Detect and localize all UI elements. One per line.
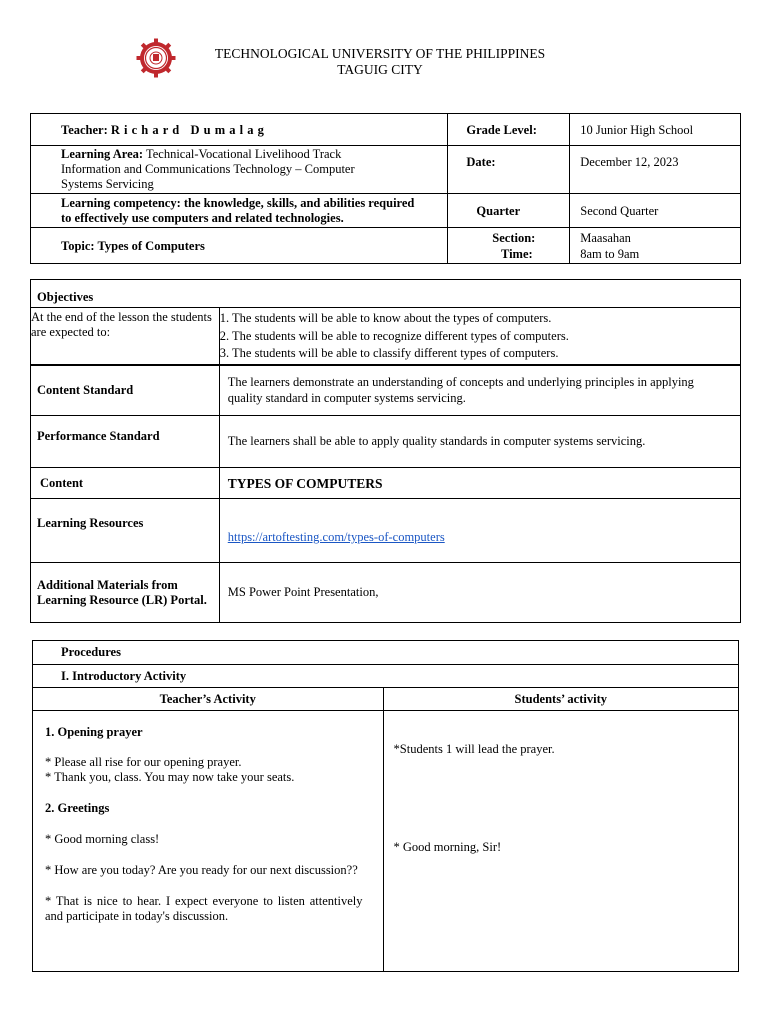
content-value: TYPES OF COMPUTERS	[219, 468, 740, 499]
procedures-body-row	[33, 711, 739, 972]
greet-line3: * That is nice to hear. I expect everyone to listen attentively and participate in today's discussion.	[45, 894, 363, 923]
university-city: TAGUIG CITY	[337, 62, 423, 77]
date-value: December 12, 2023	[570, 146, 741, 194]
area-label: Learning Area:	[61, 147, 144, 161]
time-label: Time:	[500, 246, 533, 261]
procedures-title-row	[33, 641, 739, 665]
greetings-heading: 2. Greetings	[45, 801, 110, 815]
objective-item: 2. The students will be able to recognize different types of computers.	[219, 328, 569, 343]
procedures-section-row	[33, 665, 739, 688]
grade-value: 10 Junior High School	[570, 114, 741, 146]
topic-cell: Topic: Types of Computers	[31, 228, 448, 264]
objective-item: 3. The students will be able to classify different types of computers.	[219, 346, 559, 360]
performance-standard-value: The learners shall be able to apply quality standards in computer systems servicing.	[219, 416, 740, 468]
section-value: Maasahan	[580, 230, 631, 245]
teacher-activity-cell	[33, 711, 384, 972]
resources-label: Learning Resources	[31, 499, 220, 563]
content-standard-row	[31, 365, 741, 416]
resources-row	[31, 499, 741, 563]
additional-value: MS Power Point Presentation,	[219, 563, 740, 623]
greet-line2: * How are you today? Are you ready for our next discussion??	[45, 863, 358, 877]
objectives-table	[30, 279, 741, 623]
teacher-label: Teacher:	[61, 122, 108, 137]
quarter-value: Second Quarter	[570, 194, 741, 228]
student-prayer: *Students 1 will lead the prayer.	[393, 742, 555, 756]
area-line1: Technical-Vocational Livelihood Track	[145, 147, 342, 161]
procedures-header-row	[33, 688, 739, 711]
additional-label: Additional Materials from Learning Resource (LR) Portal.	[31, 563, 220, 623]
resources-link[interactable]: https://artoftesting.com/types-of-computers	[227, 530, 445, 544]
area-cell	[31, 146, 448, 194]
university-name: TECHNOLOGICAL UNIVERSITY OF THE PHILIPPINES	[214, 46, 546, 61]
teacher-cell	[31, 114, 448, 146]
objectives-list	[219, 308, 740, 365]
section-time-label-cell	[448, 228, 570, 264]
content-standard-label: Content Standard	[31, 365, 220, 416]
teacher-activity-header: Teacher’s Activity	[33, 688, 384, 711]
area-line3: Systems Servicing	[61, 177, 154, 191]
quarter-label: Quarter	[448, 194, 570, 228]
content-label: Content	[31, 468, 220, 499]
grade-label: Grade Level:	[448, 114, 570, 146]
time-value: 8am to 9am	[580, 246, 640, 261]
competency-line1: Learning competency: the knowledge, skills, and abilities required	[61, 195, 415, 210]
prayer-line2: * Thank you, class. You may now take your seats.	[45, 770, 295, 784]
lesson-info-table	[30, 113, 741, 264]
procedures-table	[32, 640, 739, 972]
students-activity-header: Students’ activity	[383, 688, 738, 711]
document-header	[0, 38, 768, 88]
procedures-section: I. Introductory Activity	[33, 665, 739, 688]
additional-row	[31, 563, 741, 623]
teacher-row	[31, 114, 741, 146]
objectives-intro: At the end of the lesson the students are expected to:	[31, 308, 220, 365]
student-greet: * Good morning, Sir!	[393, 840, 502, 854]
content-standard-value: The learners demonstrate an understanding of concepts and underlying principles in applying quality standard in computer systems servicing.	[219, 365, 740, 416]
area-row	[31, 146, 741, 194]
prayer-heading: 1. Opening prayer	[45, 725, 143, 739]
performance-standard-label: Performance Standard	[31, 416, 220, 468]
prayer-line1: * Please all rise for our opening prayer.	[45, 755, 242, 769]
competency-line2: to effectively use computers and related technologies.	[61, 210, 344, 225]
objectives-title-row	[31, 280, 741, 308]
objective-item: 1. The students will be able to know about the types of computers.	[219, 311, 552, 325]
teacher-name: R i c h a r d D u m a l a g	[110, 122, 265, 137]
area-line2: Information and Communications Technology – Computer	[61, 162, 355, 176]
competency-row	[31, 194, 741, 228]
resources-cell	[219, 499, 740, 563]
students-activity-cell	[383, 711, 738, 972]
greet-line1: * Good morning class!	[45, 832, 160, 846]
procedures-title: Procedures	[33, 641, 739, 665]
section-time-value-cell	[570, 228, 741, 264]
date-label: Date:	[448, 146, 570, 194]
section-label: Section:	[492, 230, 536, 245]
performance-standard-row	[31, 416, 741, 468]
competency-cell	[31, 194, 448, 228]
objectives-title: Objectives	[31, 280, 741, 308]
objectives-row	[31, 308, 741, 365]
content-row	[31, 468, 741, 499]
topic-row	[31, 228, 741, 264]
